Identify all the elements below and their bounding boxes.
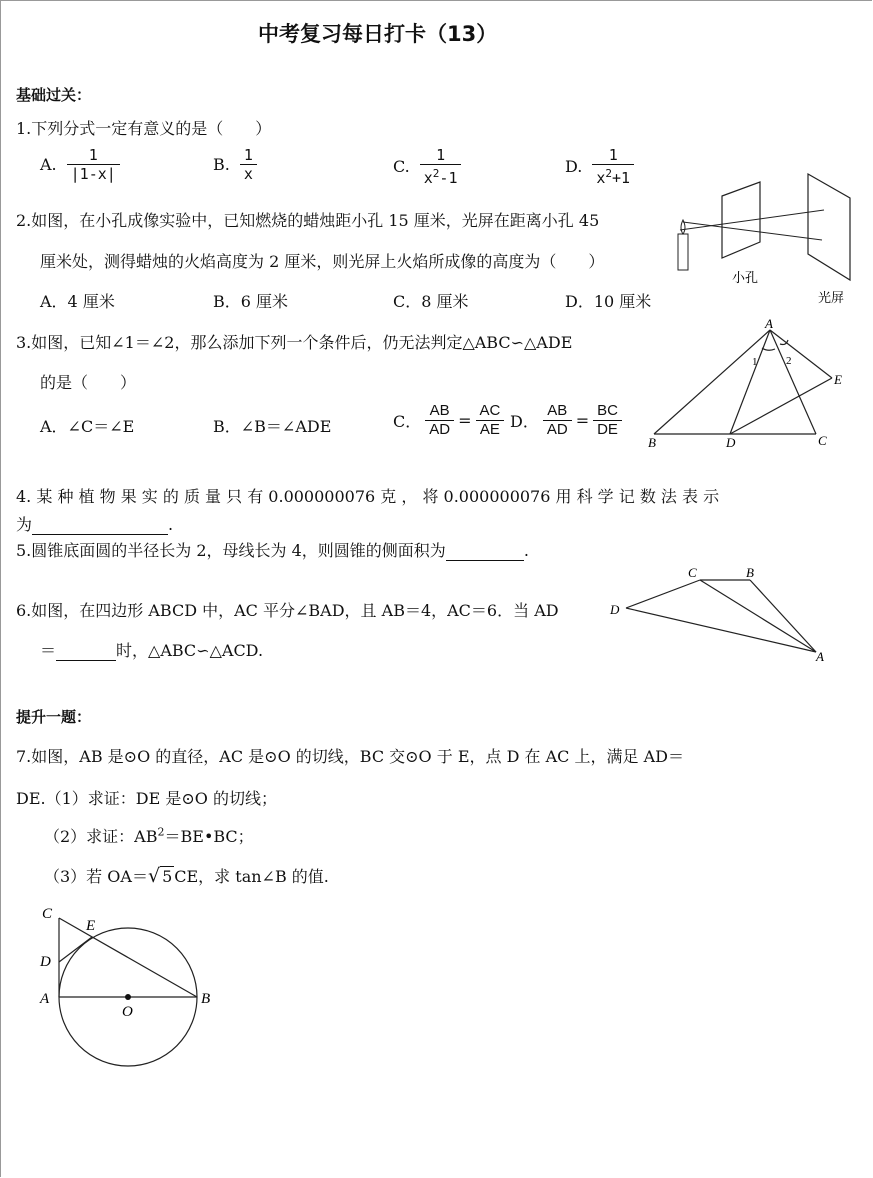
- candle-body: [678, 234, 688, 270]
- q2-option-d: D．10 厘米: [565, 292, 652, 311]
- q7-part3-prefix: （3）若 OA＝: [44, 867, 148, 886]
- fig7-label-c: C: [42, 906, 53, 922]
- q7-part3-suffix: CE，求 tan∠B 的值.: [174, 867, 329, 886]
- q3-line1: 3.如图，已知∠1＝∠2，那么添加下列一个条件后，仍无法判定△ABC∽△ADE: [16, 333, 573, 352]
- q1-option-c: [393, 146, 461, 187]
- q1-c-denominator: [420, 164, 462, 187]
- q6-answer-blank[interactable]: [56, 641, 116, 661]
- fig-label-hole: 小孔: [732, 270, 759, 285]
- q2-option-a: A．4 厘米: [40, 292, 115, 311]
- fig6-label-b: B: [746, 565, 754, 580]
- segment-dc: [626, 580, 700, 608]
- q1-option-a: [40, 146, 120, 183]
- q1-option-a-fraction: [67, 146, 120, 183]
- q5-line: [16, 538, 529, 561]
- q3-option-c: [393, 402, 504, 439]
- q1-option-d: [565, 146, 634, 187]
- q3-c-f2-num: AC: [479, 402, 501, 419]
- q7-part2-prefix: （2）求证：AB: [44, 827, 158, 846]
- q3-option-b: B．∠B＝∠ADE: [213, 417, 332, 436]
- segment-ad: [730, 330, 770, 434]
- q4-suffix: .: [168, 515, 174, 534]
- q2-line2: 厘米处，测得蜡烛的火焰高度为 2 厘米，则光屏上火焰所成像的高度为（ ）: [40, 252, 605, 271]
- fig7-label-d: D: [40, 954, 51, 970]
- q1-b-numerator: 1: [243, 146, 253, 164]
- q1-d-den-sup: 2: [605, 167, 612, 180]
- triangle-abc-ade-figure: [644, 316, 854, 450]
- q3-d-fraction-2: [593, 402, 622, 439]
- pinhole-camera-figure: [672, 168, 862, 308]
- q3-c-fraction-1: [425, 402, 454, 439]
- q2-line1: 2.如图，在小孔成像实验中，已知燃烧的蜡烛距小孔 15 厘米，光屏在距离小孔 45: [16, 211, 600, 230]
- q2-option-b: B．6 厘米: [213, 292, 289, 311]
- q2-option-c: C．8 厘米: [393, 292, 469, 311]
- q3-d-equals: =: [575, 411, 590, 430]
- q1-d-denominator: [592, 164, 634, 187]
- fig7-label-a: A: [40, 991, 50, 1007]
- q1-option-d-label: D.: [565, 157, 583, 176]
- fig6-label-d: D: [610, 602, 620, 617]
- q1-option-c-fraction: [420, 146, 462, 187]
- light-screen: [808, 174, 850, 280]
- q3-d-f1-den: AD: [543, 420, 572, 439]
- q6-suffix: 时，△ABC∽△ACD.: [116, 641, 264, 660]
- fig-label-screen: 光屏: [818, 290, 845, 305]
- q1-option-b: [213, 146, 257, 183]
- q3-c-f1-den: AD: [425, 420, 454, 439]
- angle-1-arc: [762, 348, 775, 350]
- q1-option-c-label: C.: [393, 157, 410, 176]
- q3-d-f2-num: BC: [597, 402, 618, 419]
- q5-answer-blank[interactable]: [446, 541, 524, 561]
- fig3-angle-2: 2: [786, 355, 792, 367]
- q1-d-numerator: 1: [608, 146, 618, 164]
- q1-c-den-rest: -1: [439, 169, 458, 187]
- fig3-label-a: A: [765, 316, 773, 331]
- circle-tangent-figure: [30, 896, 230, 1072]
- q3-option-c-label: C．: [393, 412, 422, 431]
- sqrt-sign-icon: √: [147, 865, 161, 887]
- q1-b-denominator: x: [240, 164, 257, 183]
- fig3-label-d: D: [726, 435, 736, 450]
- q7-part2-exponent: 2: [157, 825, 165, 839]
- q1-option-d-fraction: [592, 146, 634, 187]
- q1-c-den-base: x: [423, 169, 433, 187]
- q1-a-denominator: |1-x|: [67, 164, 120, 183]
- q7-line1: 7.如图，AB 是⊙O 的直径，AC 是⊙O 的切线，BC 交⊙O 于 E，点 D 在 AC 上，满足 AD＝: [16, 747, 684, 766]
- segment-ae: [770, 330, 832, 378]
- segment-de: [730, 378, 832, 434]
- q3-c-fraction-2: [476, 402, 505, 439]
- q3-option-d: [510, 402, 622, 439]
- q3-c-f2-den: AE: [476, 420, 504, 439]
- q1-d-den-base: x: [596, 169, 606, 187]
- q1-stem: 1.下列分式一定有意义的是（ ）: [16, 119, 272, 138]
- q1-option-b-label: B.: [213, 155, 230, 174]
- q5-text: 5.圆锥底面圆的半径长为 2，母线长为 4，则圆锥的侧面积为: [16, 541, 446, 560]
- q5-suffix: .: [523, 541, 529, 560]
- q1-a-numerator: 1: [88, 146, 98, 164]
- segment-ad: [626, 608, 816, 652]
- q1-c-den-sup: 2: [432, 167, 440, 180]
- q3-line2: 的是（ ）: [40, 373, 137, 392]
- section-basic-heading: 基础过关：: [16, 86, 92, 104]
- segment-ca: [700, 580, 816, 652]
- fig3-angle-1: 1: [752, 356, 758, 368]
- segment-ac: [770, 330, 816, 434]
- q1-option-a-label: A.: [40, 155, 57, 174]
- center-point-o: [125, 994, 131, 1000]
- segment-cb: [59, 918, 197, 997]
- q3-option-d-label: D．: [510, 412, 539, 431]
- q3-option-a: A．∠C＝∠E: [40, 417, 135, 436]
- q4-answer-blank[interactable]: [32, 515, 168, 535]
- q3-d-fraction-1: [543, 402, 572, 439]
- segment-de: [59, 937, 92, 962]
- q6-line2: [40, 638, 263, 661]
- segment-ab: [654, 330, 770, 434]
- q3-d-f1-num: AB: [547, 402, 568, 419]
- q3-c-equals: =: [458, 411, 472, 430]
- fig7-label-e: E: [86, 918, 96, 934]
- fig3-label-b: B: [648, 435, 656, 450]
- q4-line2: [16, 512, 173, 535]
- q7-part2-suffix: ＝BE•BC；: [164, 827, 254, 846]
- fig3-label-c: C: [818, 433, 827, 448]
- quadrilateral-abcd-figure: [604, 562, 836, 666]
- q6-line1: 6.如图，在四边形 ABCD 中，AC 平分∠BAD，且 AB＝4，AC＝6．当 AD: [16, 601, 559, 620]
- q4-prefix: 为: [16, 515, 33, 534]
- page-title: 中考复习每日打卡（13）: [258, 22, 498, 46]
- q1-c-numerator: 1: [436, 146, 446, 164]
- fig6-label-c: C: [688, 565, 697, 580]
- fig6-label-a: A: [816, 649, 824, 664]
- q7-line4: [44, 864, 329, 887]
- q1-d-den-rest: +1: [612, 169, 631, 187]
- fig3-label-e: E: [834, 372, 842, 387]
- q3-d-f2-den: DE: [593, 420, 622, 439]
- q7-part3-radicand: 5: [162, 867, 173, 886]
- q7-line2: DE.（1）求证：DE 是⊙O 的切线；: [16, 789, 277, 808]
- q3-c-f1-num: AB: [429, 402, 450, 419]
- segment-ba: [750, 580, 816, 652]
- q6-prefix: ＝: [40, 641, 57, 660]
- q7-line3: [44, 824, 254, 847]
- fig7-label-b: B: [201, 991, 211, 1007]
- q1-option-b-fraction: [240, 146, 257, 183]
- fig7-label-o: O: [122, 1004, 133, 1020]
- q4-line1: 4. 某 种 植 物 果 实 的 质 量 只 有 0.000000076 克 ， 将 0.000000076 用 科 学 记 数 法 表 示: [16, 487, 720, 506]
- section-advanced-heading: 提升一题：: [16, 708, 92, 726]
